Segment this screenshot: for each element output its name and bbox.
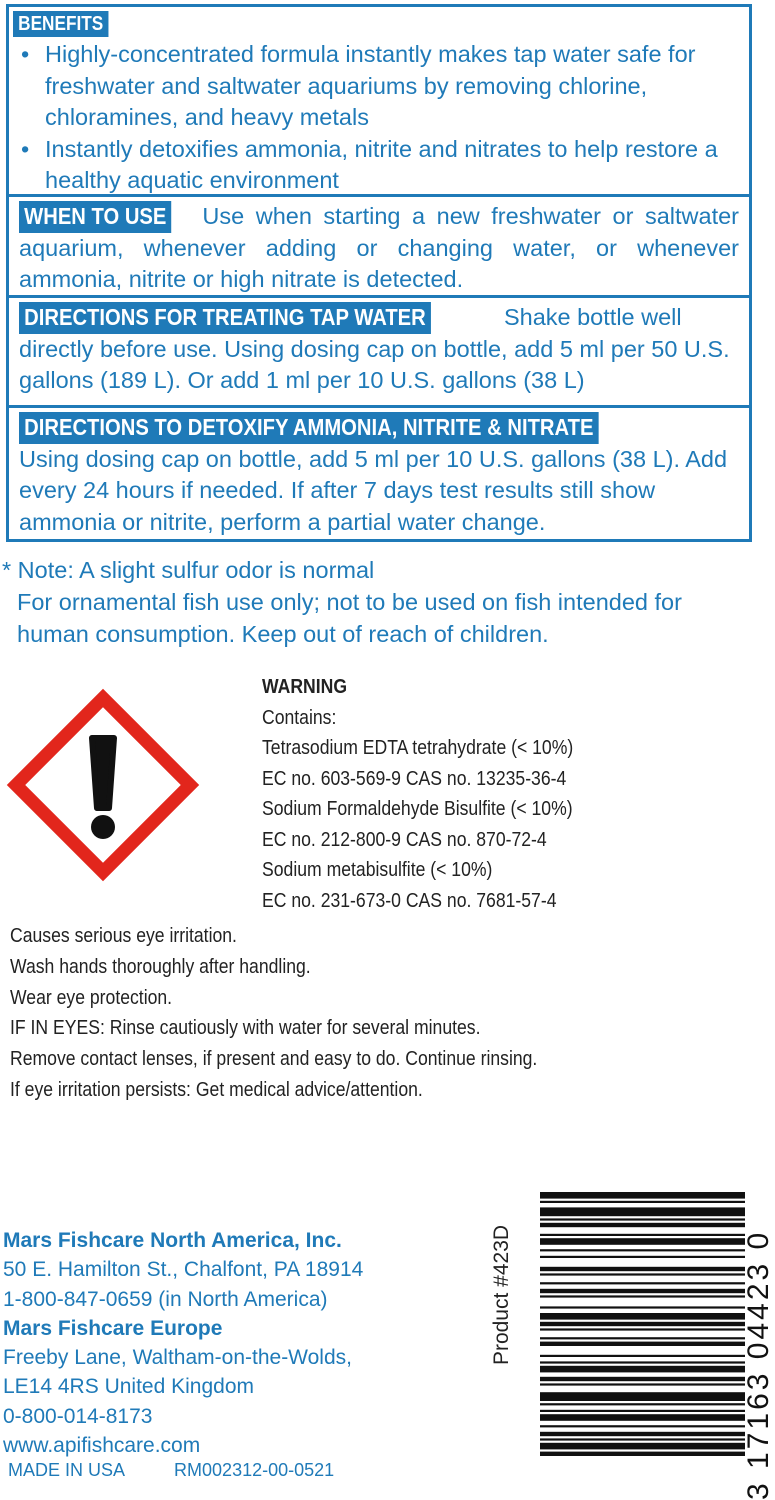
ghs-exclamation-hazard-icon [8,690,198,880]
detoxify-text: Using dosing cap on bottle, add 5 ml per 10 U.S. gallons (38 L). Add every 24 hours if needed. If after 7 days test results still show ammonia or nitrite, perform a partial water change. [19,445,728,535]
precaution-line: Causes serious eye irritation. [10,925,237,947]
warning-title: WARNING [262,676,348,698]
benefits-heading: BENEFITS [13,11,108,37]
detoxify-heading: DIRECTIONS TO DETOXIFY AMMONIA, NITRITE & NITRATE [19,412,599,444]
website-link[interactable]: www.apifishcare.com [3,1434,201,1458]
usage-note-line: human consumption. Keep out of reach of children. [17,621,549,647]
na-phone: 1-800-847-0659 (in North America) [3,1287,328,1311]
benefits-bullet: • Highly-concentrated formula instantly makes tap water safe for freshwater and saltwater aquariums by removing chlorine, chloramines, and heavy metals [21,39,749,134]
contains-label: Contains: [262,706,337,729]
precaution-statements [10,921,609,1106]
na-address: 50 E. Hamilton St., Chalfont, PA 18914 [3,1258,364,1282]
when-to-use-heading: WHEN TO USE [19,201,172,233]
precaution-line: IF IN EYES: Rinse cautiously with water for several minutes. [10,1017,481,1040]
tap-water-text: Shake bottle well directly before use. Using dosing cap on bottle, add 5 ml per 50 U.S. gallons (189 L). Or add 1 ml per 10 U.S. gallons (38 L) [19,304,730,393]
tap-water-heading: DIRECTIONS FOR TREATING TAP WATER [19,302,431,334]
ingredient-line: EC no. 603-569-9 CAS no. 13235-36-4 [262,767,567,790]
when-to-use-text: Use when starting a new freshwater or saltwater aquarium, whenever adding or changing water, or whenever ammonia, nitrite or high nitrate is detected. [19,203,739,292]
warning-block [262,672,616,916]
detoxify-section [6,408,752,542]
product-code: Product #423D [490,1224,513,1366]
precaution-line: Wear eye protection. [10,986,173,1009]
ingredient-line: EC no. 231-673-0 CAS no. 7681-57-4 [262,889,557,912]
eu-company-name: Mars Fishcare Europe [3,1316,223,1340]
usage-note-line: For ornamental fish use only; not to be used on fish intended for [17,589,682,615]
eu-address-line: LE14 4RS United Kingdom [3,1375,254,1399]
when-to-use-section [6,197,752,298]
ingredient-line: Tetrasodium EDTA tetrahydrate (< 10%) [262,737,574,759]
benefits-section [6,4,752,197]
ingredient-line: EC no. 212-800-9 CAS no. 870-72-4 [262,828,547,851]
na-company-name: Mars Fishcare North America, Inc. [3,1229,342,1252]
footer [8,1460,378,1481]
barcode-number: 3 17163 04423 0 [742,1229,775,1500]
benefits-bullet: • Instantly detoxifies ammonia, nitrite and nitrates to help restore a healthy aquatic environment [21,134,749,197]
barcode-icon [540,1190,748,1500]
precaution-line: If eye irritation persists: Get medical advice/attention. [10,1078,423,1101]
label-code: RM002312-00-0521 [174,1460,335,1480]
ingredient-line: Sodium metabisulfite (< 10%) [262,859,493,881]
eu-address-line: Freeby Lane, Waltham-on-the-Wolds, [3,1346,352,1370]
precaution-line: Wash hands thoroughly after handling. [10,955,311,978]
sulfur-odor-note: * Note: A slight sulfur odor is normal [2,557,375,583]
precaution-line: Remove contact lenses, if present and easy to do. Continue rinsing. [10,1048,538,1071]
benefits-list [9,39,749,197]
contact-block [3,1226,363,1460]
eu-phone: 0-800-014-8173 [3,1404,153,1428]
ingredient-line: Sodium Formaldehyde Bisulfite (< 10%) [262,798,573,820]
tap-water-section [6,298,752,408]
made-in-label: MADE IN USA [8,1460,126,1480]
notes-block [0,554,682,650]
